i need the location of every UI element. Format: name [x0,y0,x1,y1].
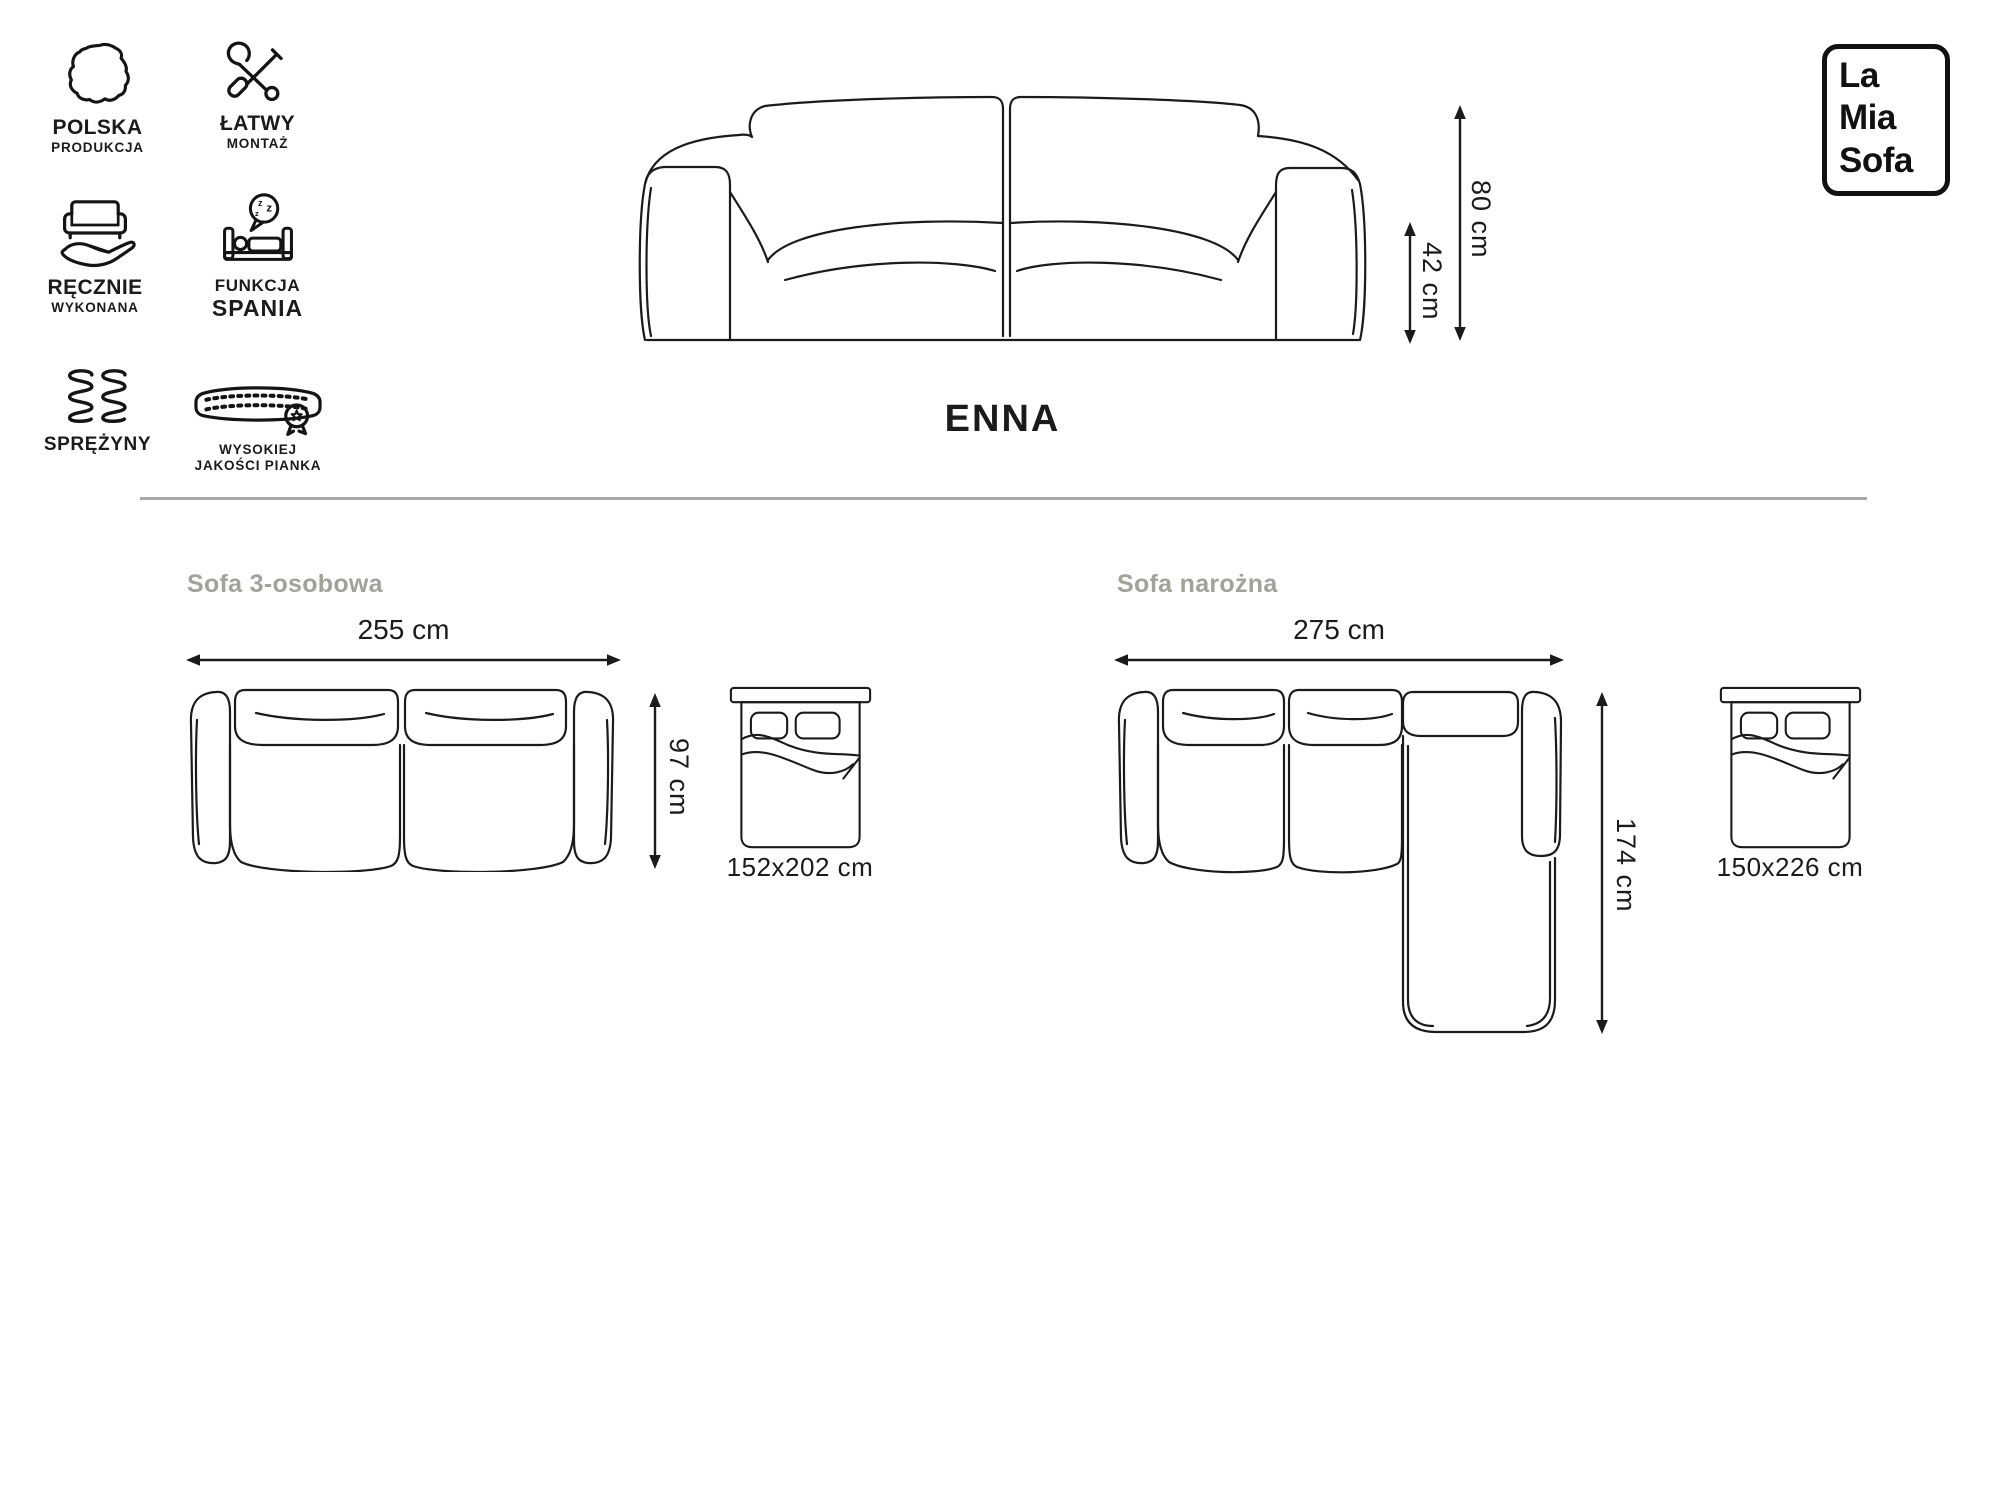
corner-sofa-top-view-drawing [1111,686,1571,1044]
feature-label-secondary: JAKOŚCI PIANKA [194,458,322,474]
sleeping-area-icon [1718,686,1863,850]
feature-wysokiej-jakosci-pianka [168,378,348,474]
brand-line: Sofa [1839,140,1913,180]
feature-funkcja-spania [175,188,340,321]
product-title: ENNA [944,398,1061,440]
sleeping-area-150x226-label: 150x226 cm [1716,852,1864,882]
poland-map-icon [62,40,134,110]
feature-sprezyny [25,366,170,456]
width-275-arrow [1113,652,1565,668]
sleeping-area-icon [728,686,873,850]
brand-logo [1822,44,1950,196]
brand-line: La [1839,56,1879,95]
sofa-front-view-drawing [633,78,1373,344]
z-glyph: z [257,198,263,209]
sofa-hand-icon [51,196,139,270]
sofa-3-top-view-drawing [183,686,623,872]
feature-label-secondary: PRODUKCJA [51,140,144,156]
feature-label-primary: ŁATWY [219,112,296,135]
feature-label-primary: POLSKA [52,116,143,139]
depth-97-arrow [647,692,663,870]
brand-line: Mia [1839,98,1896,138]
feature-latwy-montaz [180,40,335,152]
feature-label-primary: RĘCZNIE [47,276,143,299]
z-glyph: z [265,202,272,215]
width-275-label: 275 cm [1293,614,1385,645]
feature-label-secondary: SPANIA [211,294,304,321]
divider-line [140,497,1867,500]
feature-polska-produkcja [25,40,170,156]
width-255-arrow [185,652,622,668]
sleeping-area-152x202-label: 152x202 cm [726,852,874,882]
depth-174-arrow [1594,691,1610,1035]
seat-height-42-label: 42 cm [1417,242,1447,321]
variant-heading-sofa-3-osobowa: Sofa 3-osobowa [187,570,383,598]
feature-label-primary: SPRĘŻYNY [43,434,152,455]
feature-recznie-wykonana [20,196,170,316]
z-glyph: z [254,209,259,219]
feature-label-secondary: MONTAŻ [226,136,289,152]
depth-97-label: 97 cm [664,738,694,817]
feature-label-primary: FUNKCJA [214,276,301,295]
tools-icon [223,40,293,106]
sleep-function-icon [220,188,296,270]
feature-label-primary: WYSOKIEJ [219,442,297,457]
foam-quality-icon [188,378,328,436]
variant-heading-sofa-narozna: Sofa narożna [1117,570,1278,598]
springs-icon [60,366,136,428]
feature-label-secondary: WYKONANA [51,300,139,316]
width-255-label: 255 cm [357,614,450,645]
depth-174-label: 174 cm [1611,818,1641,913]
height-80-label: 80 cm [1466,180,1496,259]
